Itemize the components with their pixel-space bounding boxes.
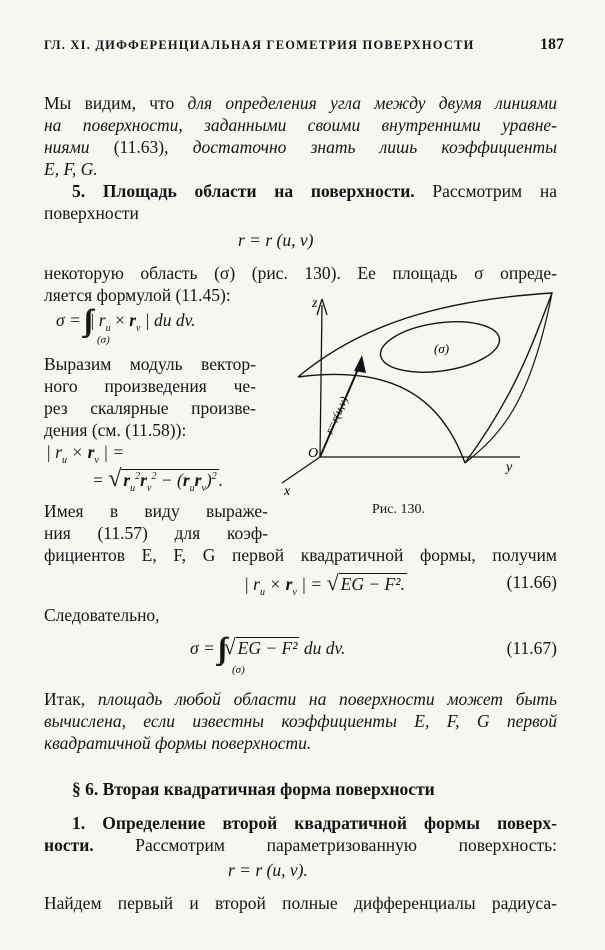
subsection1-title-line1: 1. Определение второй квадратичной формы поверх- xyxy=(72,813,557,833)
running-header xyxy=(44,38,564,53)
para1-line4: E, F, G. xyxy=(44,159,98,179)
running-title: ГЛ. XI. ДИФФЕРЕНЦИАЛЬНАЯ ГЕОМЕТРИЯ ПОВЕРХНОСТИ xyxy=(44,38,475,52)
para1-line2: на поверхности, заданными своими внутренними уравне- xyxy=(44,115,557,135)
z-axis xyxy=(320,305,322,457)
equation-number-11-66: (11.66) xyxy=(506,572,557,592)
cross-product-rhs: = √ $r_u^2r_v^2 - (r_ur_v)^2$ . xyxy=(92,466,224,494)
equation-r-uv-2: r = r (u, v). xyxy=(228,860,308,880)
equation-number-11-67: (11.67) xyxy=(506,638,557,658)
surface-outline xyxy=(298,293,552,463)
figure-caption: Рис. 130. xyxy=(372,502,425,517)
label-z: z xyxy=(312,296,318,311)
section5-line2: поверхности xyxy=(44,203,139,223)
section5-heading-line: 5. Площадь области на поверхности. Рассмотрим на xyxy=(72,181,557,201)
equation-11-66: | $r_u \times r_v$ | = √ EG − F². xyxy=(244,570,405,598)
last-line: Найдем первый и второй полные дифференциалы радиуса- xyxy=(44,893,557,913)
figure-130-surface xyxy=(270,285,570,495)
section5-line5: Выразим модуль вектор- xyxy=(44,354,256,374)
section5-title: 5. Площадь области на поверхности. xyxy=(72,181,415,201)
section5-line10: ния (11.57) для коэф- xyxy=(44,523,268,543)
section5-line9: Имея в виду выраже- xyxy=(44,501,268,521)
section5-line6: ного произведения че- xyxy=(44,376,256,396)
integral-domain-label: (σ) xyxy=(97,334,110,346)
label-origin: O xyxy=(308,446,319,461)
section5-line11: фициентов E, F, G первой квадратичной формы, получим xyxy=(44,545,557,565)
section5-line8: дения (см. (11.58)): xyxy=(44,420,187,440)
section5-line4: ляется формулой (11.45): xyxy=(44,285,231,305)
label-y: y xyxy=(506,460,513,475)
vector-label: r=r(u,v) xyxy=(321,394,351,437)
equation-r-uv: r = r (u, v) xyxy=(238,230,314,250)
section6-title: § 6. Вторая квадратичная форма поверхности xyxy=(72,779,435,799)
section5-line3: некоторую область (σ) (рис. 130). Ее площадь σ опреде- xyxy=(44,263,557,283)
equation-11-67: σ = √ EG − F² du dv. xyxy=(190,634,346,659)
region-label: (σ) xyxy=(434,341,450,356)
section5-line7: рез скалярные произве- xyxy=(44,398,256,418)
section5-line12: Следовательно, xyxy=(44,605,160,625)
page-number: 187 xyxy=(540,36,564,53)
para1-line3: ниями (11.63), достаточно знать лишь коэффициенты xyxy=(44,137,557,157)
para1-line1: Мы видим, что для определения угла между двумя линиями xyxy=(44,93,557,113)
conclusion-line1: Итак, площадь любой области на поверхности может быть xyxy=(44,689,557,709)
label-x: x xyxy=(284,484,291,495)
conclusion-line3: квадратичной формы поверхности. xyxy=(44,733,312,753)
subsection1-line2: ности. Рассмотрим параметризованную поверхность: xyxy=(44,835,557,855)
area-formula: σ = | $r_u \times r_v$ | du dv. xyxy=(56,310,196,334)
conclusion-line2: вычислена, если известны коэффициенты E, F, G первой xyxy=(44,711,557,731)
cross-product-lhs: | $r_u \times r_v$ | = xyxy=(46,442,125,466)
integral-domain-label-2: (σ) xyxy=(232,664,245,676)
